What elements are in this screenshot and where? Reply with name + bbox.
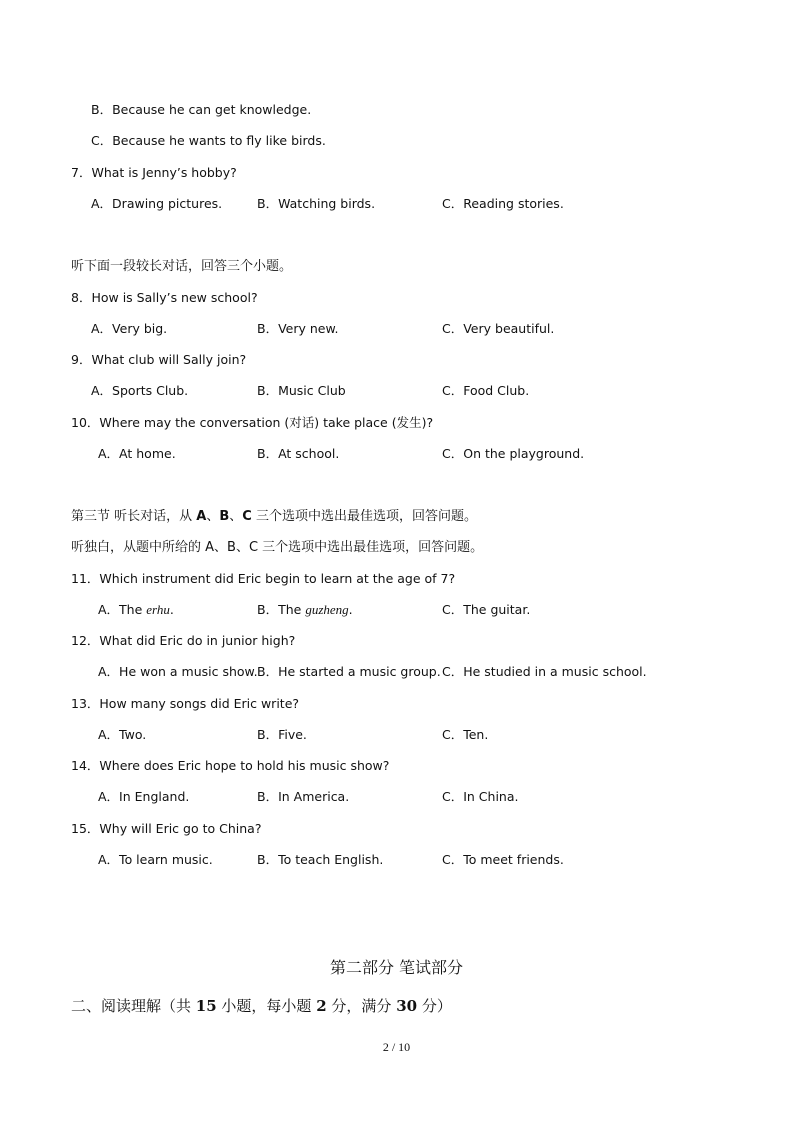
choice-c-label: C [242, 509, 252, 524]
reading-title-text: 分） [417, 997, 452, 1015]
q9-option-c: C．Food Club. [442, 383, 530, 398]
option-letter: B． [91, 102, 113, 117]
q9-option-b: B．Music Club [257, 383, 346, 398]
q7-option-c: C．Reading stories. [442, 196, 564, 211]
monologue-instruction: 听独白，从题中所给的 A、B、C 三个选项中选出最佳选项，回答问题。 [71, 540, 484, 555]
q6-option-c [91, 133, 326, 149]
section3-title-text: 三个选项中选出最佳选项，回答问题。 [251, 509, 477, 524]
section3-title-text: 第三节 听长对话，从 [71, 509, 197, 524]
option-letter: C． [91, 133, 113, 148]
q7-stem: 7．What is Jenny’s hobby? [71, 165, 237, 180]
q8-options [0, 321, 793, 337]
choice-b-label: B [219, 509, 230, 524]
points-per-question: 2 [316, 997, 327, 1015]
q10-stem: 10．Where may the conversation (对话) take place (发生)? [71, 415, 434, 430]
q14-option-c: C．In China. [442, 789, 519, 804]
q11-option-a [98, 602, 174, 618]
q14-option-b: B．In America. [257, 789, 350, 804]
option-italic-word: guzheng [305, 602, 349, 617]
option-text: A．The [98, 602, 147, 617]
q14-stem: 14．Where does Eric hope to hold his music show? [71, 758, 390, 773]
q13-option-c: C．Ten. [442, 727, 489, 742]
option-italic-word: erhu [146, 602, 170, 617]
q15-option-b: B．To teach English. [257, 852, 384, 867]
q11-options [0, 602, 793, 618]
q8-option-c: C．Very beautiful. [442, 321, 555, 336]
option-punct: . [348, 602, 353, 617]
q9-options [0, 383, 793, 399]
reading-title-text: 二、阅读理解（共 [71, 997, 196, 1015]
question-count: 15 [195, 997, 217, 1015]
q7-option-a: A．Drawing pictures. [91, 196, 223, 211]
q15-stem: 15．Why will Eric go to China? [71, 821, 262, 836]
choice-a-label: A [196, 509, 207, 524]
part2-title: 第二部分 笔试部分 [329, 958, 464, 977]
q6-option-b [91, 102, 311, 118]
q10-option-b: B．At school. [257, 446, 340, 461]
separator: 、 [206, 509, 220, 524]
separator: 、 [229, 509, 243, 524]
q15-option-a: A．To learn music. [98, 852, 213, 867]
q12-option-b: B．He started a music group. [257, 664, 441, 679]
q12-stem: 12．What did Eric do in junior high? [71, 633, 296, 648]
q10-options [0, 446, 793, 462]
reading-title-text: 小题，每小题 [216, 997, 317, 1015]
q11-option-b [257, 602, 353, 618]
q11-stem: 11．Which instrument did Eric begin to learn at the age of 7? [71, 571, 456, 586]
q12-option-a: A．He won a music show. [98, 664, 258, 679]
reading-title-text: 分，满分 [326, 997, 397, 1015]
q13-options [0, 727, 793, 743]
q11-option-c: C．The guitar. [442, 602, 531, 617]
q15-option-c: C．To meet friends. [442, 852, 564, 867]
q13-option-b: B．Five. [257, 727, 307, 742]
page-number: 2 / 10 [382, 1040, 411, 1054]
q15-options [0, 852, 793, 868]
q13-stem: 13．How many songs did Eric write? [71, 696, 300, 711]
q13-option-a: A．Two. [98, 727, 147, 742]
option-punct: . [169, 602, 174, 617]
section3-title [71, 509, 477, 525]
q9-option-a: A．Sports Club. [91, 383, 189, 398]
option-text: Because he wants to fly like birds. [112, 133, 326, 148]
total-points: 30 [396, 997, 418, 1015]
q12-option-c: C．He studied in a music school. [442, 664, 647, 679]
q8-option-b: B．Very new. [257, 321, 339, 336]
q8-option-a: A．Very big. [91, 321, 168, 336]
option-text: Because he can get knowledge. [112, 102, 312, 117]
q14-option-a: A．In England. [98, 789, 190, 804]
q7-option-b: B．Watching birds. [257, 196, 376, 211]
q9-stem: 9．What club will Sally join? [71, 352, 247, 367]
q7-options [0, 196, 793, 212]
q10-option-c: C．On the playground. [442, 446, 585, 461]
q14-options [0, 789, 793, 805]
long-dialogue-instruction: 听下面一段较长对话，回答三个小题。 [71, 259, 293, 274]
q8-stem: 8．How is Sally’s new school? [71, 290, 258, 305]
option-text: B．The [257, 602, 306, 617]
q10-option-a: A．At home. [98, 446, 176, 461]
reading-section-title [71, 996, 452, 1016]
q12-options [0, 664, 793, 680]
